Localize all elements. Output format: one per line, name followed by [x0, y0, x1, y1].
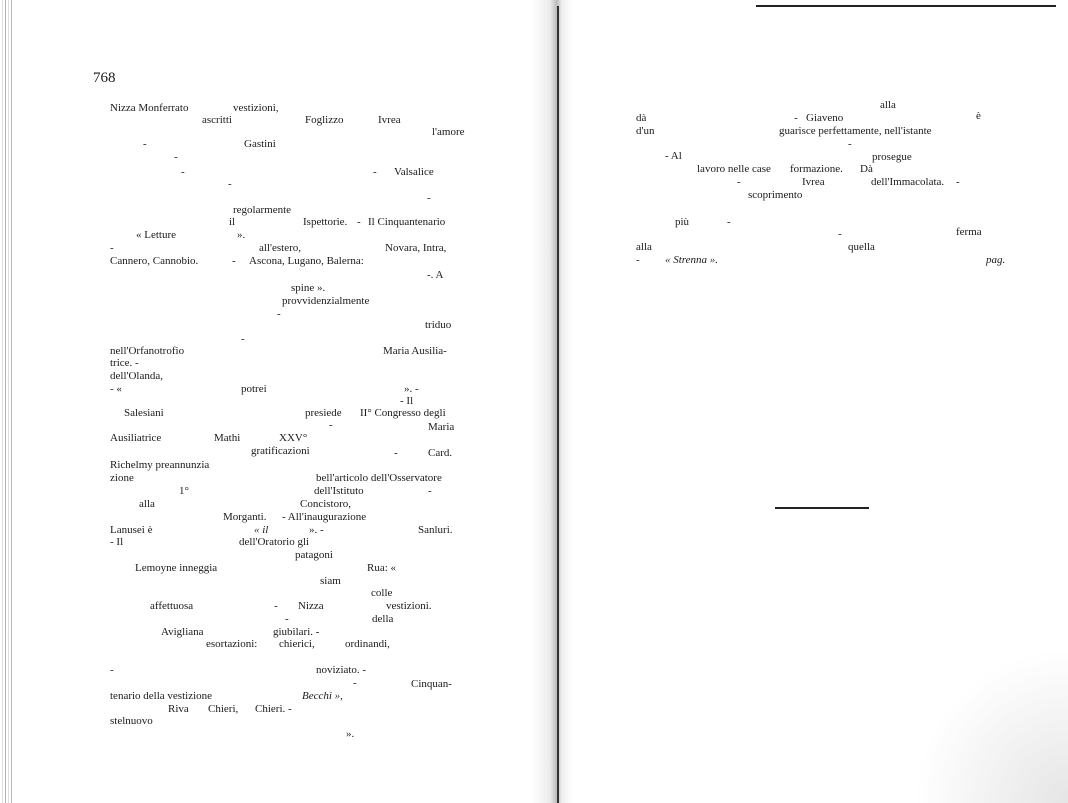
text-fragment: - — [274, 600, 278, 612]
text-fragment: dell'Immacolata. — [871, 176, 945, 188]
text-fragment: dell'Istituto — [314, 485, 364, 497]
text-fragment: Becchi », — [302, 690, 343, 702]
text-fragment: Maria Ausilia- — [383, 345, 447, 357]
text-fragment: - All'inaugurazione — [282, 511, 367, 523]
text-fragment: Sanluri. — [418, 524, 453, 536]
text-fragment: Cannero, Cannobio. — [110, 255, 199, 267]
text-fragment: - — [427, 192, 431, 204]
text-fragment: Chieri. - — [255, 703, 292, 715]
text-fragment: Morganti. — [223, 511, 267, 523]
text-fragment: all'estero, — [259, 242, 301, 254]
text-fragment: - — [838, 228, 842, 240]
text-fragment: ». — [237, 229, 246, 241]
text-fragment: - — [174, 151, 178, 163]
text-fragment: vestizioni, — [233, 102, 279, 114]
text-fragment: ». - — [309, 524, 324, 536]
text-fragment: Cinquan- — [411, 678, 452, 690]
text-fragment: noviziato. - — [316, 664, 367, 676]
text-fragment: chierici, — [279, 638, 315, 650]
text-fragment: II° Congresso degli — [360, 407, 446, 419]
text-fragment: Mathi — [214, 432, 241, 444]
text-fragment: Lanusei è — [110, 524, 153, 536]
text-fragment: - — [241, 333, 245, 345]
text-fragment: guarisce perfettamente, nell'istante — [779, 125, 932, 137]
text-fragment: siam — [320, 575, 341, 587]
text-fragment: « Strenna ». — [665, 254, 719, 266]
text-fragment: ». — [346, 728, 355, 740]
text-fragment: Maria — [428, 421, 455, 433]
text-fragment: - Al — [665, 150, 682, 162]
text-fragment: è — [976, 110, 981, 122]
text-fragment: ordinandi, — [345, 638, 390, 650]
text-fragment: affettuosa — [150, 600, 194, 612]
text-fragment: Riva — [168, 703, 189, 715]
text-fragment: alla — [139, 498, 155, 510]
text-fragment: Ispettorie. — [303, 216, 348, 228]
text-fragment: pag. — [986, 254, 1006, 266]
text-fragment: giubilari. - — [273, 626, 320, 638]
text-fragment: tenario della vestizione — [110, 690, 213, 702]
text-fragment: - — [848, 138, 852, 150]
text-fragment: esortazioni: — [206, 638, 258, 650]
text-fragment: trice. - — [110, 357, 139, 369]
text-fragment: dell'Olanda, — [110, 370, 163, 382]
text-fragment: Concistoro, — [300, 498, 352, 510]
text-fragment: Il Cinquantenario — [368, 216, 446, 228]
text-fragment: XXV° — [279, 432, 308, 444]
text-fragment: - — [329, 419, 333, 431]
text-fragment: d'un — [636, 125, 655, 137]
text-fragment: Ivrea — [802, 176, 825, 188]
text-fragment: gratificazioni — [251, 445, 310, 457]
text-fragment: Foglizzo — [305, 114, 344, 126]
text-fragment: - — [737, 176, 741, 188]
text-fragment: spine ». — [291, 282, 326, 294]
text-fragment: Salesiani — [124, 407, 164, 419]
text-fragment: alla — [880, 99, 896, 111]
text-fragment: più — [675, 216, 690, 228]
section-rule — [775, 507, 869, 509]
text-fragment: Gastini — [244, 138, 276, 150]
text-fragment: - — [110, 242, 114, 254]
text-fragment: regolarmente — [233, 204, 292, 216]
text-fragment: potrei — [241, 383, 267, 395]
text-fragment: - — [794, 112, 798, 124]
text-fragment: della — [372, 613, 394, 625]
text-fragment: dell'Oratorio gli — [239, 536, 310, 548]
text-fragment: presiede — [305, 407, 342, 419]
text-fragment: il — [229, 216, 236, 228]
text-fragment: Valsalice — [394, 166, 434, 178]
text-fragment: - — [428, 485, 432, 497]
text-fragment: - — [110, 664, 114, 676]
text-fragment: - — [143, 138, 147, 150]
text-fragment: Card. — [428, 447, 453, 459]
text-fragment: - Il — [400, 395, 414, 407]
text-fragment: - — [956, 176, 960, 188]
text-fragment: triduo — [425, 319, 452, 331]
text-fragment: bell'articolo dell'Osservatore — [316, 472, 442, 484]
text-fragment: Nizza Monferrato — [110, 102, 189, 114]
text-fragment: Ivrea — [378, 114, 401, 126]
text-fragment: 1° — [179, 485, 189, 497]
text-fragment: - — [353, 677, 357, 689]
text-fragment: colle — [371, 587, 393, 599]
text-fragment: Rua: « — [367, 562, 397, 574]
text-fragment: alla — [636, 241, 652, 253]
text-fragment: Lemoyne inneggia — [135, 562, 218, 574]
text-fragment: provvidenzialmente — [282, 295, 370, 307]
text-fragment: - — [357, 216, 361, 228]
text-fragment: l'amore — [432, 126, 465, 138]
text-fragment: ». - — [404, 383, 419, 395]
text-fragment: quella — [848, 241, 875, 253]
right-page — [558, 0, 1068, 803]
text-fragment: stelnuovo — [110, 715, 153, 727]
text-fragment: dà — [636, 112, 647, 124]
text-fragment: - — [727, 216, 731, 228]
text-fragment: - — [636, 254, 640, 266]
text-fragment: ferma — [956, 226, 982, 238]
text-fragment: - — [277, 308, 281, 320]
text-fragment: Richelmy preannunzia — [110, 459, 210, 471]
text-fragment: prosegue — [872, 151, 912, 163]
text-fragment: - — [285, 613, 289, 625]
text-fragment: Avigliana — [161, 626, 204, 638]
text-fragment: Chieri, — [208, 703, 239, 715]
text-fragment: « Letture — [136, 229, 177, 241]
text-fragment: Dà — [860, 163, 873, 175]
text-fragment: - — [181, 166, 185, 178]
text-fragment: scoprimento — [748, 189, 803, 201]
text-fragment: « il — [254, 524, 269, 536]
text-fragment: - — [232, 255, 236, 267]
text-fragment: zione — [110, 472, 134, 484]
text-fragment: Ausiliatrice — [110, 432, 162, 444]
text-fragment: - — [228, 178, 232, 190]
page-number: 768 — [93, 70, 116, 86]
text-fragment: Giaveno — [806, 112, 844, 124]
text-fragment: lavoro nelle case — [697, 163, 771, 175]
text-fragment: - Il — [110, 536, 124, 548]
text-fragment: Nizza — [298, 600, 324, 612]
text-fragment: - « — [110, 383, 122, 395]
text-fragment: vestizioni. — [386, 600, 432, 612]
text-fragment: ascritti — [202, 114, 232, 126]
text-fragment: patagoni — [295, 549, 333, 561]
text-fragment: -. A — [427, 269, 444, 281]
text-fragment: - — [373, 166, 377, 178]
text-fragment: nell'Orfanotrofio — [110, 345, 185, 357]
text-fragment: - — [394, 447, 398, 459]
text-fragment: formazione. — [790, 163, 843, 175]
text-fragment: Novara, Intra, — [385, 242, 447, 254]
text-fragment: Ascona, Lugano, Balerna: — [249, 255, 364, 267]
